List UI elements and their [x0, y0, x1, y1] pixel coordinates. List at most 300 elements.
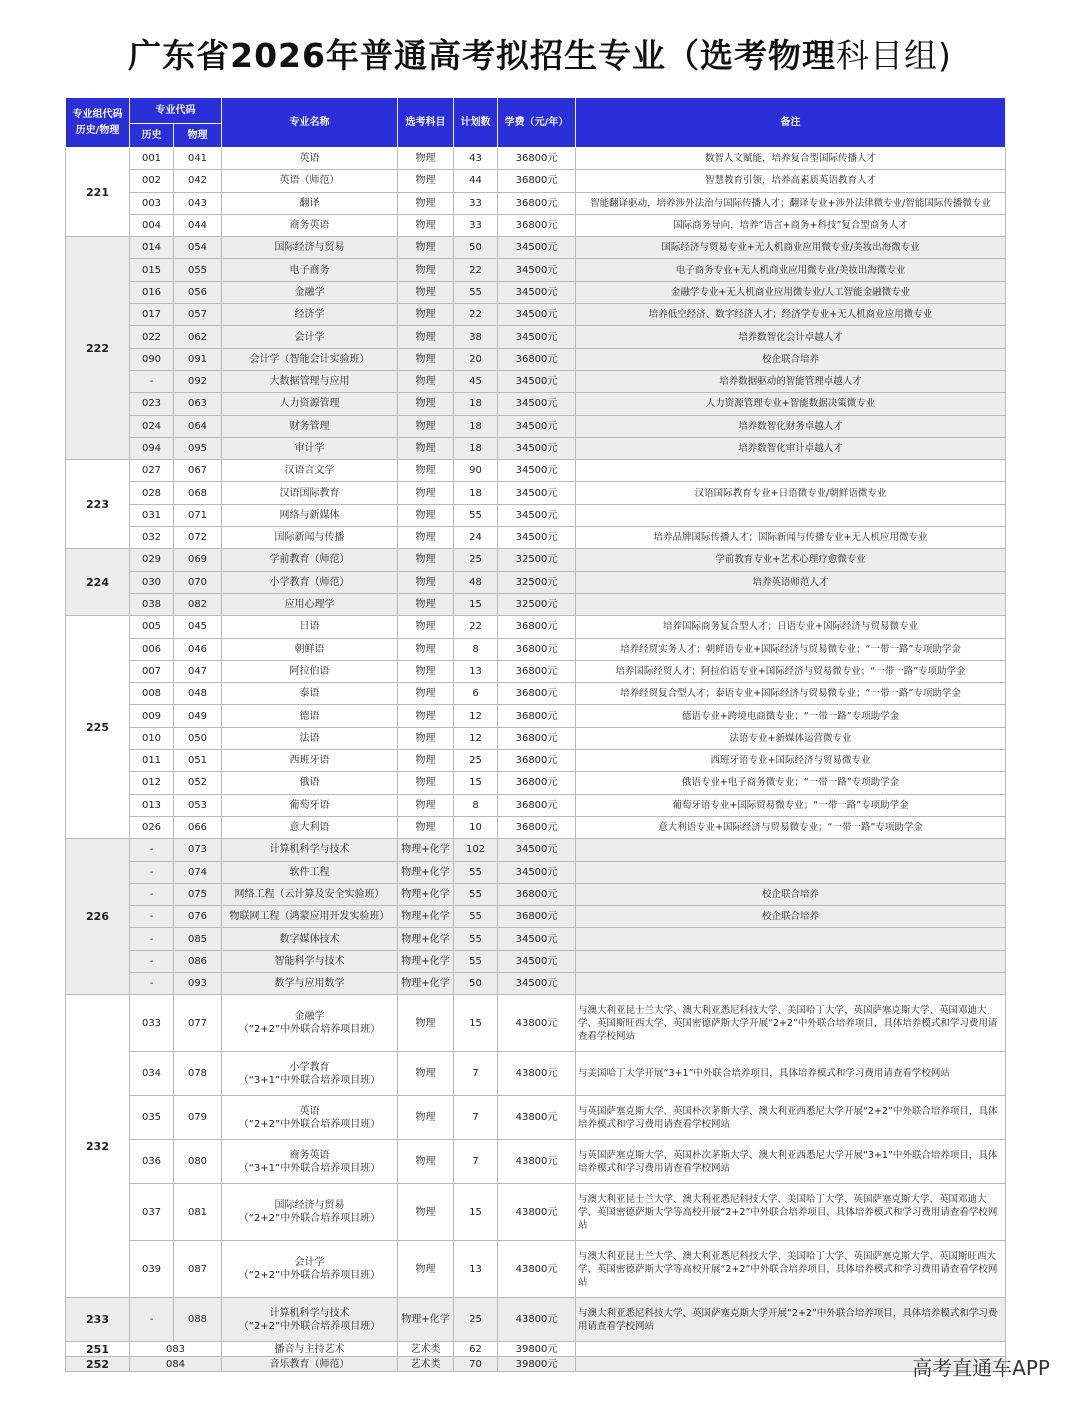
group-code: 226 — [66, 839, 130, 995]
tuition: 34500元 — [498, 972, 576, 994]
table-row — [66, 326, 1006, 348]
table-row — [66, 950, 1006, 972]
physics-code: 063 — [174, 393, 222, 415]
major-name-line1: 会计学 — [294, 331, 325, 343]
physics-code: 082 — [174, 593, 222, 615]
physics-code: 068 — [174, 482, 222, 504]
subject: 物理 — [398, 995, 454, 1052]
note — [576, 861, 1006, 883]
header-group-code: 专业组代码 历史/物理 — [66, 98, 130, 148]
physics-code: 048 — [174, 683, 222, 705]
major-name-line1: 经济学 — [294, 309, 325, 321]
tuition: 36800元 — [498, 727, 576, 749]
note: 汉语国际教育专业+日语微专业/朝鲜语微专业 — [576, 482, 1006, 504]
tuition: 43800元 — [498, 1241, 576, 1298]
tuition: 34500元 — [498, 393, 576, 415]
table-row — [66, 1096, 1006, 1140]
major-name-line1: 英语（师范） — [279, 175, 340, 187]
table-row — [66, 772, 1006, 794]
major-name — [222, 1096, 398, 1140]
table-row — [66, 460, 1006, 482]
note: 培养数智化财务卓越人才 — [576, 415, 1006, 437]
major-name-line1: 俄语 — [299, 777, 320, 789]
physics-code: 092 — [174, 370, 222, 392]
watermark: 高考直通车APP — [912, 1356, 1050, 1380]
note: 培养经贸实务人才；朝鲜语专业+国际经济与贸易微专业；“一带一路”专项助学金 — [576, 638, 1006, 660]
plan-count: 50 — [454, 237, 498, 259]
group-code: 232 — [66, 995, 130, 1298]
tuition: 36800元 — [498, 750, 576, 772]
physics-code: 087 — [174, 1241, 222, 1298]
note — [576, 950, 1006, 972]
note: 校企联合培养 — [576, 348, 1006, 370]
history-code: 023 — [130, 393, 174, 415]
subject: 物理 — [398, 816, 454, 838]
history-code: 027 — [130, 460, 174, 482]
physics-code: 073 — [174, 839, 222, 861]
major-name-line1: 国际经济与贸易 — [274, 1200, 345, 1212]
subject: 物理+化学 — [398, 861, 454, 883]
note: 与澳大利亚昆士兰大学、澳大利亚悉尼科技大学、美国哈丁大学、英国萨塞克斯大学、英国邓迪大学、英国密德萨斯大学等高校开展“2+2”中外联合培养项目，具体培养模式和学习费用请查看学校网站 — [576, 1184, 1006, 1241]
group-code: 224 — [66, 549, 130, 616]
major-name — [222, 593, 398, 615]
history-code: 090 — [130, 348, 174, 370]
plan-count: 20 — [454, 348, 498, 370]
major-name-line1: 德语 — [299, 710, 320, 722]
major-code-merged: 083 — [130, 1342, 222, 1357]
major-name — [222, 638, 398, 660]
major-name — [222, 1241, 398, 1298]
header-fee: 学费（元/年） — [498, 98, 576, 148]
major-name-line1: 会计学（智能会计实验班） — [249, 353, 370, 365]
subject: 艺术类 — [398, 1342, 454, 1357]
table-row — [66, 304, 1006, 326]
note: 培养国际经贸人才；阿拉伯语专业+国际经济与贸易微专业；“一带一路”专项助学金 — [576, 660, 1006, 682]
tuition: 36800元 — [498, 906, 576, 928]
history-code: 022 — [130, 326, 174, 348]
header-note: 备注 — [576, 98, 1006, 148]
physics-code: 051 — [174, 750, 222, 772]
table-row — [66, 1342, 1006, 1357]
major-name-line1: 软件工程 — [289, 866, 330, 878]
tuition: 34500元 — [498, 861, 576, 883]
plan-count: 13 — [454, 660, 498, 682]
physics-code: 062 — [174, 326, 222, 348]
major-name-line2: （“2+2”中外联合培养项目班） — [238, 1320, 381, 1332]
page-title — [0, 30, 1080, 77]
major-name — [222, 906, 398, 928]
table-row — [66, 972, 1006, 994]
tuition: 36800元 — [498, 348, 576, 370]
tuition: 32500元 — [498, 549, 576, 571]
history-code: 036 — [130, 1140, 174, 1184]
major-name — [222, 816, 398, 838]
table-row — [66, 170, 1006, 192]
subject: 物理 — [398, 772, 454, 794]
group-code: 221 — [66, 148, 130, 237]
physics-code: 095 — [174, 437, 222, 459]
plan-count: 18 — [454, 482, 498, 504]
table-row — [66, 393, 1006, 415]
plan-count: 48 — [454, 571, 498, 593]
tuition: 43800元 — [498, 1052, 576, 1096]
note: 电子商务专业+无人机商业应用微专业/美妆出海微专业 — [576, 259, 1006, 281]
history-code: 035 — [130, 1096, 174, 1140]
plan-count: 10 — [454, 816, 498, 838]
plan-count: 12 — [454, 727, 498, 749]
table-row — [66, 482, 1006, 504]
table-row — [66, 593, 1006, 615]
subject: 艺术类 — [398, 1357, 454, 1372]
title-bold: 物理 — [767, 36, 836, 75]
table-row — [66, 839, 1006, 861]
plan-count: 13 — [454, 1241, 498, 1298]
plan-count: 15 — [454, 995, 498, 1052]
history-code: - — [130, 906, 174, 928]
physics-code: 052 — [174, 772, 222, 794]
subject: 物理 — [398, 259, 454, 281]
physics-code: 054 — [174, 237, 222, 259]
tuition: 34500元 — [498, 460, 576, 482]
major-name — [222, 616, 398, 638]
note — [576, 972, 1006, 994]
table-row — [66, 1140, 1006, 1184]
note — [576, 928, 1006, 950]
table-row — [66, 370, 1006, 392]
physics-code: 057 — [174, 304, 222, 326]
table-row — [66, 192, 1006, 214]
major-name — [222, 705, 398, 727]
major-name-line1: 审计学 — [294, 443, 325, 454]
note: 学前教育专业+艺术心理疗愈微专业 — [576, 549, 1006, 571]
plan-count: 8 — [454, 638, 498, 660]
plan-count: 55 — [454, 906, 498, 928]
major-name: 音乐教育（师范） — [222, 1357, 398, 1372]
major-name-line1: 国际经济与贸易 — [274, 242, 345, 254]
physics-code: 041 — [174, 148, 222, 170]
table-body — [66, 148, 1006, 1372]
physics-code: 080 — [174, 1140, 222, 1184]
physics-code: 085 — [174, 928, 222, 950]
tuition: 39800元 — [498, 1357, 576, 1372]
major-name — [222, 393, 398, 415]
history-code: - — [130, 972, 174, 994]
major-name: 播音与主持艺术 — [222, 1342, 398, 1357]
major-name-line1: 日语 — [299, 621, 320, 633]
note: 与澳大利亚悉尼科技大学、英国萨塞克斯大学开展“2+2”中外联合培养项目，具体培养模式和学习费用请查看学校网站 — [576, 1298, 1006, 1342]
note: 培养低空经济、数字经济人才；经济学专业+无人机商业应用微专业 — [576, 304, 1006, 326]
note: 金融学专业+无人机商业应用微专业/人工智能金融微专业 — [576, 281, 1006, 303]
major-name — [222, 259, 398, 281]
major-name-line1: 法语 — [299, 732, 320, 744]
major-name — [222, 883, 398, 905]
physics-code: 055 — [174, 259, 222, 281]
major-name — [222, 683, 398, 705]
major-name — [222, 861, 398, 883]
header-major-code: 专业代码 — [130, 98, 222, 124]
note: 智能翻译驱动，培养涉外法治与国际传播人才；翻译专业+涉外法律微专业/智能国际传播微专业 — [576, 192, 1006, 214]
table-row — [66, 995, 1006, 1052]
major-name-line1: 朝鲜语 — [294, 643, 325, 655]
group-code: 223 — [66, 460, 130, 549]
header-history: 历史 — [130, 124, 174, 148]
note: 与美国哈丁大学开展“3+1”中外联合培养项目，具体培养模式和学习费用请查看学校网站 — [576, 1052, 1006, 1096]
tuition: 36800元 — [498, 883, 576, 905]
tuition: 43800元 — [498, 995, 576, 1052]
major-name-line1: 网络与新媒体 — [279, 509, 340, 521]
history-code: 032 — [130, 527, 174, 549]
tuition: 34500元 — [498, 259, 576, 281]
history-code: 039 — [130, 1241, 174, 1298]
physics-code: 046 — [174, 638, 222, 660]
table-row — [66, 527, 1006, 549]
major-name-line1: 金融学 — [294, 286, 325, 298]
major-name — [222, 928, 398, 950]
table-row — [66, 281, 1006, 303]
major-name — [222, 772, 398, 794]
physics-code: 071 — [174, 504, 222, 526]
history-code: 005 — [130, 616, 174, 638]
history-code: - — [130, 861, 174, 883]
note: 人力资源管理专业+智能数据决策微专业 — [576, 393, 1006, 415]
major-name-line2: （“3+1”中外联合培养项目班） — [238, 1074, 381, 1086]
table-row — [66, 794, 1006, 816]
plan-count: 22 — [454, 259, 498, 281]
physics-code: 049 — [174, 705, 222, 727]
note: 法语专业+新媒体运营微专业 — [576, 727, 1006, 749]
plan-count: 15 — [454, 593, 498, 615]
major-name-line1: 电子商务 — [289, 264, 330, 276]
major-name — [222, 794, 398, 816]
header-name: 专业名称 — [222, 98, 398, 148]
plan-count: 7 — [454, 1140, 498, 1184]
tuition: 36800元 — [498, 705, 576, 727]
tuition: 34500元 — [498, 370, 576, 392]
major-name-line1: 物联网工程（鸿蒙应用开发实验班） — [229, 911, 390, 923]
subject: 物理 — [398, 192, 454, 214]
physics-code: 078 — [174, 1052, 222, 1096]
group-code: 225 — [66, 616, 130, 839]
table-row — [66, 1298, 1006, 1342]
plan-count: 55 — [454, 861, 498, 883]
tuition: 34500元 — [498, 304, 576, 326]
major-name — [222, 482, 398, 504]
history-code: 016 — [130, 281, 174, 303]
major-name — [222, 660, 398, 682]
plan-count: 55 — [454, 504, 498, 526]
table-row — [66, 705, 1006, 727]
physics-code: 076 — [174, 906, 222, 928]
subject: 物理 — [398, 705, 454, 727]
table-row — [66, 214, 1006, 236]
major-name — [222, 214, 398, 236]
history-code: 026 — [130, 816, 174, 838]
subject: 物理 — [398, 571, 454, 593]
physics-code: 086 — [174, 950, 222, 972]
table-row — [66, 727, 1006, 749]
subject: 物理 — [398, 437, 454, 459]
major-name — [222, 370, 398, 392]
plan-count: 90 — [454, 460, 498, 482]
history-code: 006 — [130, 638, 174, 660]
note: 意大利语专业+国际经济与贸易微专业；“一带一路”专项助学金 — [576, 816, 1006, 838]
plan-count: 25 — [454, 750, 498, 772]
tuition: 36800元 — [498, 638, 576, 660]
tuition: 36800元 — [498, 683, 576, 705]
subject: 物理 — [398, 683, 454, 705]
tuition: 36800元 — [498, 148, 576, 170]
plan-count: 43 — [454, 148, 498, 170]
major-name-line1: 财务管理 — [289, 420, 330, 432]
tuition: 43800元 — [498, 1096, 576, 1140]
physics-code: 056 — [174, 281, 222, 303]
history-code: 007 — [130, 660, 174, 682]
table-row — [66, 148, 1006, 170]
plan-count: 33 — [454, 192, 498, 214]
subject: 物理+化学 — [398, 1298, 454, 1342]
major-name-line2: （“2+2”中外联合培养项目班） — [238, 1024, 381, 1036]
plan-count: 44 — [454, 170, 498, 192]
history-code: 024 — [130, 415, 174, 437]
major-name — [222, 348, 398, 370]
major-name — [222, 437, 398, 459]
table-row — [66, 1184, 1006, 1241]
history-code: 003 — [130, 192, 174, 214]
major-name — [222, 1140, 398, 1184]
history-code: 013 — [130, 794, 174, 816]
physics-code: 091 — [174, 348, 222, 370]
major-name — [222, 839, 398, 861]
plan-count: 22 — [454, 616, 498, 638]
tuition: 36800元 — [498, 616, 576, 638]
title-part1: 广东省2026年普通高考拟招生专业（选考 — [128, 36, 768, 75]
note: 与澳大利亚昆士兰大学、澳大利亚悉尼科技大学、美国哈丁大学、英国萨塞克斯大学、英国斯旺西大学、英国密德萨斯大学等高校开展“2+2”中外联合培养项目，具体培养模式和学习费用请查看学校网站 — [576, 1241, 1006, 1298]
subject: 物理 — [398, 326, 454, 348]
physics-code: 050 — [174, 727, 222, 749]
major-name — [222, 1184, 398, 1241]
major-name — [222, 1052, 398, 1096]
history-code: 009 — [130, 705, 174, 727]
note: 俄语专业+电子商务微专业；“一带一路”专项助学金 — [576, 772, 1006, 794]
major-name-line1: 人力资源管理 — [279, 398, 340, 410]
major-name-line1: 翻译 — [299, 197, 320, 209]
table-row — [66, 750, 1006, 772]
major-name-line1: 阿拉伯语 — [289, 665, 330, 677]
physics-code: 075 — [174, 883, 222, 905]
major-name-line1: 小学教育 — [289, 1061, 330, 1073]
physics-code: 093 — [174, 972, 222, 994]
table-row — [66, 259, 1006, 281]
group-code: 251 — [66, 1342, 130, 1357]
plan-count: 7 — [454, 1052, 498, 1096]
major-name — [222, 972, 398, 994]
subject: 物理 — [398, 794, 454, 816]
tuition: 34500元 — [498, 482, 576, 504]
major-name-line1: 金融学 — [294, 1011, 325, 1023]
major-name-line1: 西班牙语 — [289, 755, 330, 767]
subject: 物理 — [398, 1241, 454, 1298]
history-code: 004 — [130, 214, 174, 236]
plan-count: 45 — [454, 370, 498, 392]
subject: 物理+化学 — [398, 839, 454, 861]
table-row — [66, 1357, 1006, 1372]
table-row — [66, 571, 1006, 593]
subject: 物理 — [398, 616, 454, 638]
history-code: 094 — [130, 437, 174, 459]
plan-count: 6 — [454, 683, 498, 705]
major-name-line1: 商务英语 — [289, 220, 330, 232]
plan-count: 70 — [454, 1357, 498, 1372]
physics-code: 045 — [174, 616, 222, 638]
tuition: 34500元 — [498, 237, 576, 259]
plan-count: 25 — [454, 1298, 498, 1342]
table-row — [66, 415, 1006, 437]
physics-code: 064 — [174, 415, 222, 437]
table-row — [66, 549, 1006, 571]
history-code: - — [130, 370, 174, 392]
note: 与英国萨塞克斯大学、英国朴次茅斯大学、澳大利亚西悉尼大学开展“3+1”中外联合培养项目，具体培养模式和学习费用请查看学校网站 — [576, 1140, 1006, 1184]
plan-count: 15 — [454, 772, 498, 794]
major-name-line1: 应用心理学 — [284, 599, 335, 611]
major-name-line1: 大数据管理与应用 — [269, 376, 350, 388]
note: 校企联合培养 — [576, 906, 1006, 928]
history-code: 031 — [130, 504, 174, 526]
table-row — [66, 437, 1006, 459]
note: 德语专业+跨境电商微专业；“一带一路”专项助学金 — [576, 705, 1006, 727]
subject: 物理 — [398, 237, 454, 259]
note: 智慧教育引领，培养高素质英语教育人才 — [576, 170, 1006, 192]
physics-code: 069 — [174, 549, 222, 571]
subject: 物理 — [398, 549, 454, 571]
subject: 物理 — [398, 504, 454, 526]
note: 葡萄牙语专业+国际贸易微专业；“一带一路”专项助学金 — [576, 794, 1006, 816]
subject: 物理 — [398, 527, 454, 549]
plan-count: 12 — [454, 705, 498, 727]
header-physics: 物理 — [174, 124, 222, 148]
note: 培养品牌国际传播人才；国际新闻与传播专业+无人机应用微专业 — [576, 527, 1006, 549]
group-code: 252 — [66, 1357, 130, 1372]
major-name-line1: 汉语国际教育 — [279, 487, 340, 499]
tuition: 36800元 — [498, 794, 576, 816]
major-name-line1: 计算机科学与技术 — [269, 844, 350, 856]
tuition: 36800元 — [498, 170, 576, 192]
tuition: 34500元 — [498, 415, 576, 437]
plan-count: 8 — [454, 794, 498, 816]
major-name — [222, 304, 398, 326]
note — [576, 504, 1006, 526]
physics-code: 066 — [174, 816, 222, 838]
title-part2: 科目组) — [835, 36, 952, 75]
subject: 物理 — [398, 370, 454, 392]
tuition: 43800元 — [498, 1298, 576, 1342]
tuition: 32500元 — [498, 593, 576, 615]
major-name — [222, 192, 398, 214]
major-name-line2: （“3+1”中外联合培养项目班） — [238, 1162, 381, 1174]
subject: 物理 — [398, 750, 454, 772]
tuition: 36800元 — [498, 772, 576, 794]
plan-count: 38 — [454, 326, 498, 348]
plan-count: 18 — [454, 393, 498, 415]
plan-count: 15 — [454, 1184, 498, 1241]
plan-count: 55 — [454, 928, 498, 950]
table-row — [66, 861, 1006, 883]
tuition: 34500元 — [498, 504, 576, 526]
table-row — [66, 616, 1006, 638]
history-code: 017 — [130, 304, 174, 326]
table-row — [66, 660, 1006, 682]
tuition: 43800元 — [498, 1140, 576, 1184]
major-name-line1: 学前教育（师范） — [269, 554, 350, 566]
